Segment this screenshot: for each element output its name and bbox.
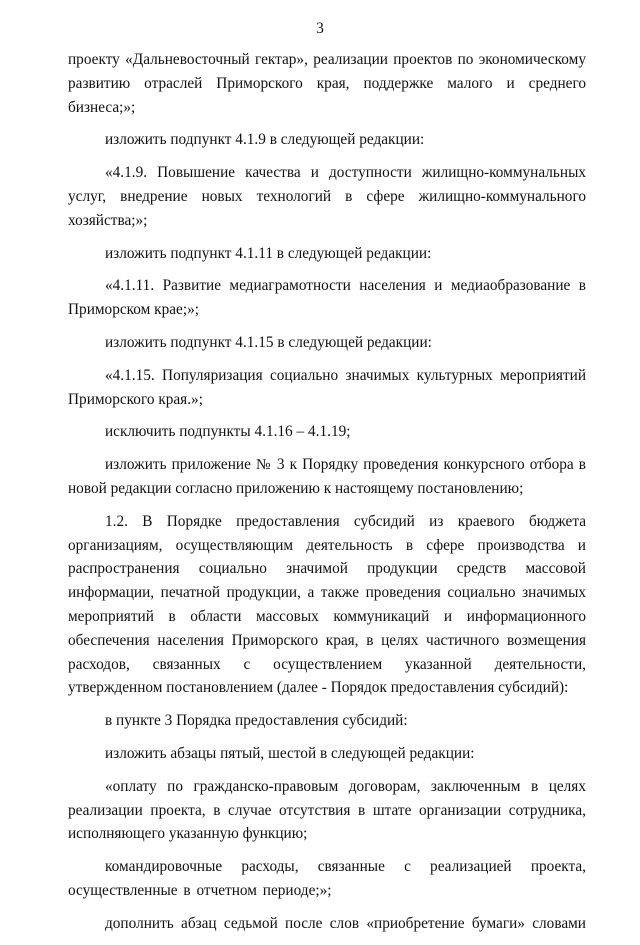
paragraph-contracts: «оплату по гражданско-правовым договорам, заключенным в целях реализации проекта, в случае отсутствия в штате организации сотрудника, исполняющего указанную функцию; — [68, 777, 586, 843]
paragraph-supplement-seventh: дополнить абзац седьмой после слов «приобретение бумаги» словами — [105, 914, 586, 932]
paragraph-appendix-3: изложить приложение № 3 к Порядку проведения конкурсного отбора в новой редакции согласно приложению к настоящему постановлению; — [68, 456, 586, 497]
paragraph-point-3: в пункте 3 Порядка предоставления субсидий: — [105, 712, 408, 730]
paragraph-text-4-1-11: «4.1.11. Развитие медиаграмотности населения и медиаобразование в Приморском крае;»; — [68, 277, 586, 319]
paragraph-section-1-2: 1.2. В Порядке предоставления субсидий из краевого бюджета организациям, осуществляющим деятельность в сфере производства и распространения социально значимой продукции средств массовой информации, печатной продукции, а также проведения социально значимых мероприятий в области массовых коммуникаций и информационного обеспечения населения Приморского края, в целях частичного возмещения расходов, связанных с осуществлением указанной деятельности, утвержденном постановлением (далее - Порядок предоставления субсидий): — [68, 512, 586, 697]
paragraph-text-4-1-9: «4.1.9. Повышение качества и доступности жилищно-коммунальных услуг, внедрение новых технологий в сфере жилищно-коммунального хозяйства;»; — [68, 164, 586, 229]
paragraph-amend-abzats: изложить абзацы пятый, шестой в следующей редакции: — [105, 744, 475, 762]
paragraph-continuation: проекту «Дальневосточный гектар», реализации проектов по экономическому развитию отраслей Приморского края, поддержке малого и среднего бизнеса;»; — [68, 51, 586, 116]
paragraph-travel-expenses: командировочные расходы, связанные с реализацией проекта, осуществленные в отчетном периоде;»; — [68, 858, 586, 899]
paragraph-exclude-subpoints: исключить подпункты 4.1.16 – 4.1.19; — [105, 423, 351, 441]
paragraph-amend-4-1-9: изложить подпункт 4.1.9 в следующей редакции: — [105, 131, 425, 149]
page-number: 3 — [316, 20, 324, 37]
document-body — [68, 48, 586, 945]
paragraph-text-4-1-15: «4.1.15. Популяризация социально значимых культурных мероприятий Приморского края.»; — [68, 366, 586, 408]
paragraph-amend-4-1-11: изложить подпункт 4.1.11 в следующей редакции: — [105, 244, 432, 262]
paragraph-amend-4-1-15: изложить подпункт 4.1.15 в следующей редакции: — [105, 333, 432, 351]
